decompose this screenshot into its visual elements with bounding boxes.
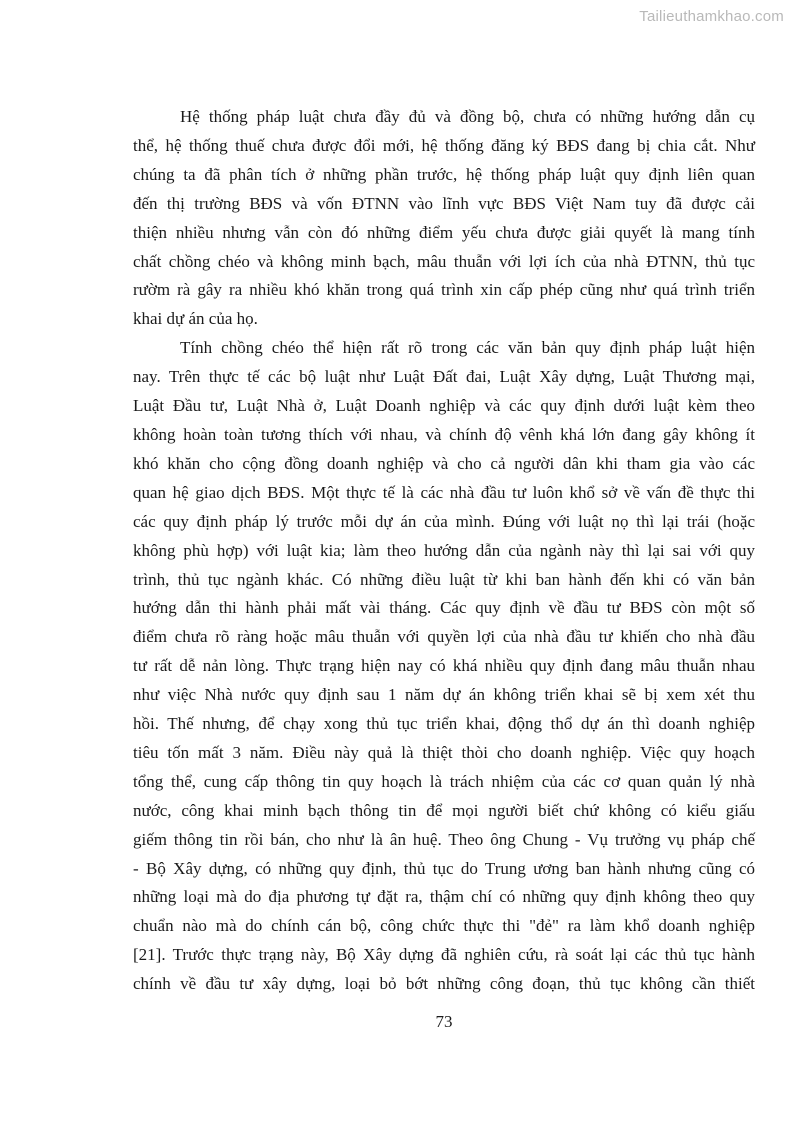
text-line: tiêu tốn mất 3 năm. Điều này quả là thiệt thòi cho doanh nghiệp. Việc quy hoạch <box>133 742 755 762</box>
paragraph <box>133 103 755 334</box>
text-line: chúng ta đã phân tích ở những phần trước, hệ thống pháp luật quy định liên quan <box>133 164 755 184</box>
text-line: không hoàn toàn tương thích với nhau, và chính độ vênh khá lớn đang gây không ít <box>133 424 755 444</box>
text-line: hồi. Thế nhưng, để chạy xong thủ tục triển khai, động thổ dự án thì doanh nghiệp <box>133 714 755 734</box>
paragraph <box>133 334 755 999</box>
text-line: chất chồng chéo và không minh bạch, mâu thuẫn với lợi ích của nhà ĐTNN, thủ tục <box>133 251 755 271</box>
text-line: không phù hợp) với luật kia; làm theo hướng dẫn của ngành này thì lại sai với quy <box>133 540 755 560</box>
text-line: như việc Nhà nước quy định sau 1 năm dự án không triển khai sẽ bị xem xét thu <box>133 685 755 705</box>
page-number-label: 73 <box>435 1012 453 1031</box>
text-line: tư rất dễ nản lòng. Thực trạng hiện nay có khá nhiều quy định đang mâu thuẫn nhau <box>133 656 755 676</box>
text-line: nước, công khai minh bạch thông tin để mọi người biết chứ không có kiểu giấu <box>133 800 755 820</box>
text-line: khai dự án của họ. <box>133 309 258 329</box>
text-line: Tính chồng chéo thể hiện rất rõ trong các văn bản quy định pháp luật hiện <box>180 338 755 358</box>
text-line: khó khăn cho cộng đồng doanh nghiệp và cho cả người dân khi tham gia vào các <box>133 453 755 473</box>
text-line: thiện nhiều nhưng vẫn còn đó những điểm yếu chưa được giải quyết là mang tính <box>133 222 755 242</box>
text-line: quan hệ giao dịch BĐS. Một thực tế là các nhà đầu tư luôn khổ sở về vấn đề thực thi <box>133 482 755 502</box>
text-line: điểm chưa rõ ràng hoặc mâu thuẫn với quyền lợi của nhà đầu tư khiến cho nhà đầu <box>133 627 755 647</box>
text-line: hướng dẫn thi hành phải mất vài tháng. Các quy định về đầu tư BĐS còn một số <box>133 598 755 618</box>
text-line: Hệ thống pháp luật chưa đầy đủ và đồng bộ, chưa có những hướng dẫn cụ <box>180 107 755 126</box>
text-line: chính về đầu tư xây dựng, loại bỏ bớt những công đoạn, thủ tục không cần thiết <box>133 974 755 994</box>
text-line: chuẩn nào mà do chính cán bộ, công chức thực thi "đẻ" ra làm khổ doanh nghiệp <box>133 916 755 936</box>
text-line: rườm rà gây ra nhiều khó khăn trong quá trình xin cấp phép cũng như quá trình triển <box>133 280 755 300</box>
text-line: giếm thông tin rồi bán, cho như là ân huệ. Theo ông Chung - Vụ trưởng vụ pháp chế <box>133 829 755 849</box>
text-line: trình, thủ tục ngành khác. Có những điều luật từ khi ban hành đến khi có văn bản <box>133 569 755 589</box>
text-line: những loại mà do địa phương tự đặt ra, thậm chí có những quy định không theo quy <box>133 887 755 907</box>
text-line: tổng thể, cung cấp thông tin quy hoạch là trách nhiệm của các cơ quan quản lý nhà <box>133 771 755 791</box>
text-line: - Bộ Xây dựng, có những quy định, thủ tục do Trung ương ban hành nhưng cũng có <box>133 858 755 878</box>
text-line: các quy định pháp lý trước mỗi dự án của mình. Đúng với luật nọ thì lại trái (hoặc <box>133 511 755 531</box>
body-text <box>133 103 755 999</box>
text-line: [21]. Trước thực trạng này, Bộ Xây dựng đã nghiên cứu, rà soát lại các thủ tục hành <box>133 945 755 965</box>
text-line: đến thị trường BĐS và vốn ĐTNN vào lĩnh vực BĐS Việt Nam tuy đã được cải <box>133 193 755 213</box>
watermark-text: Tailieuthamkhao.com <box>639 8 784 25</box>
text-line: thể, hệ thống thuế chưa được đổi mới, hệ thống đăng ký BĐS đang bị chia cắt. Như <box>133 135 755 155</box>
text-line: nay. Trên thực tế các bộ luật như Luật Đất đai, Luật Xây dựng, Luật Thương mại, <box>133 367 755 387</box>
text-line: Luật Đầu tư, Luật Nhà ở, Luật Doanh nghiệp và các quy định dưới luật kèm theo <box>133 396 755 416</box>
